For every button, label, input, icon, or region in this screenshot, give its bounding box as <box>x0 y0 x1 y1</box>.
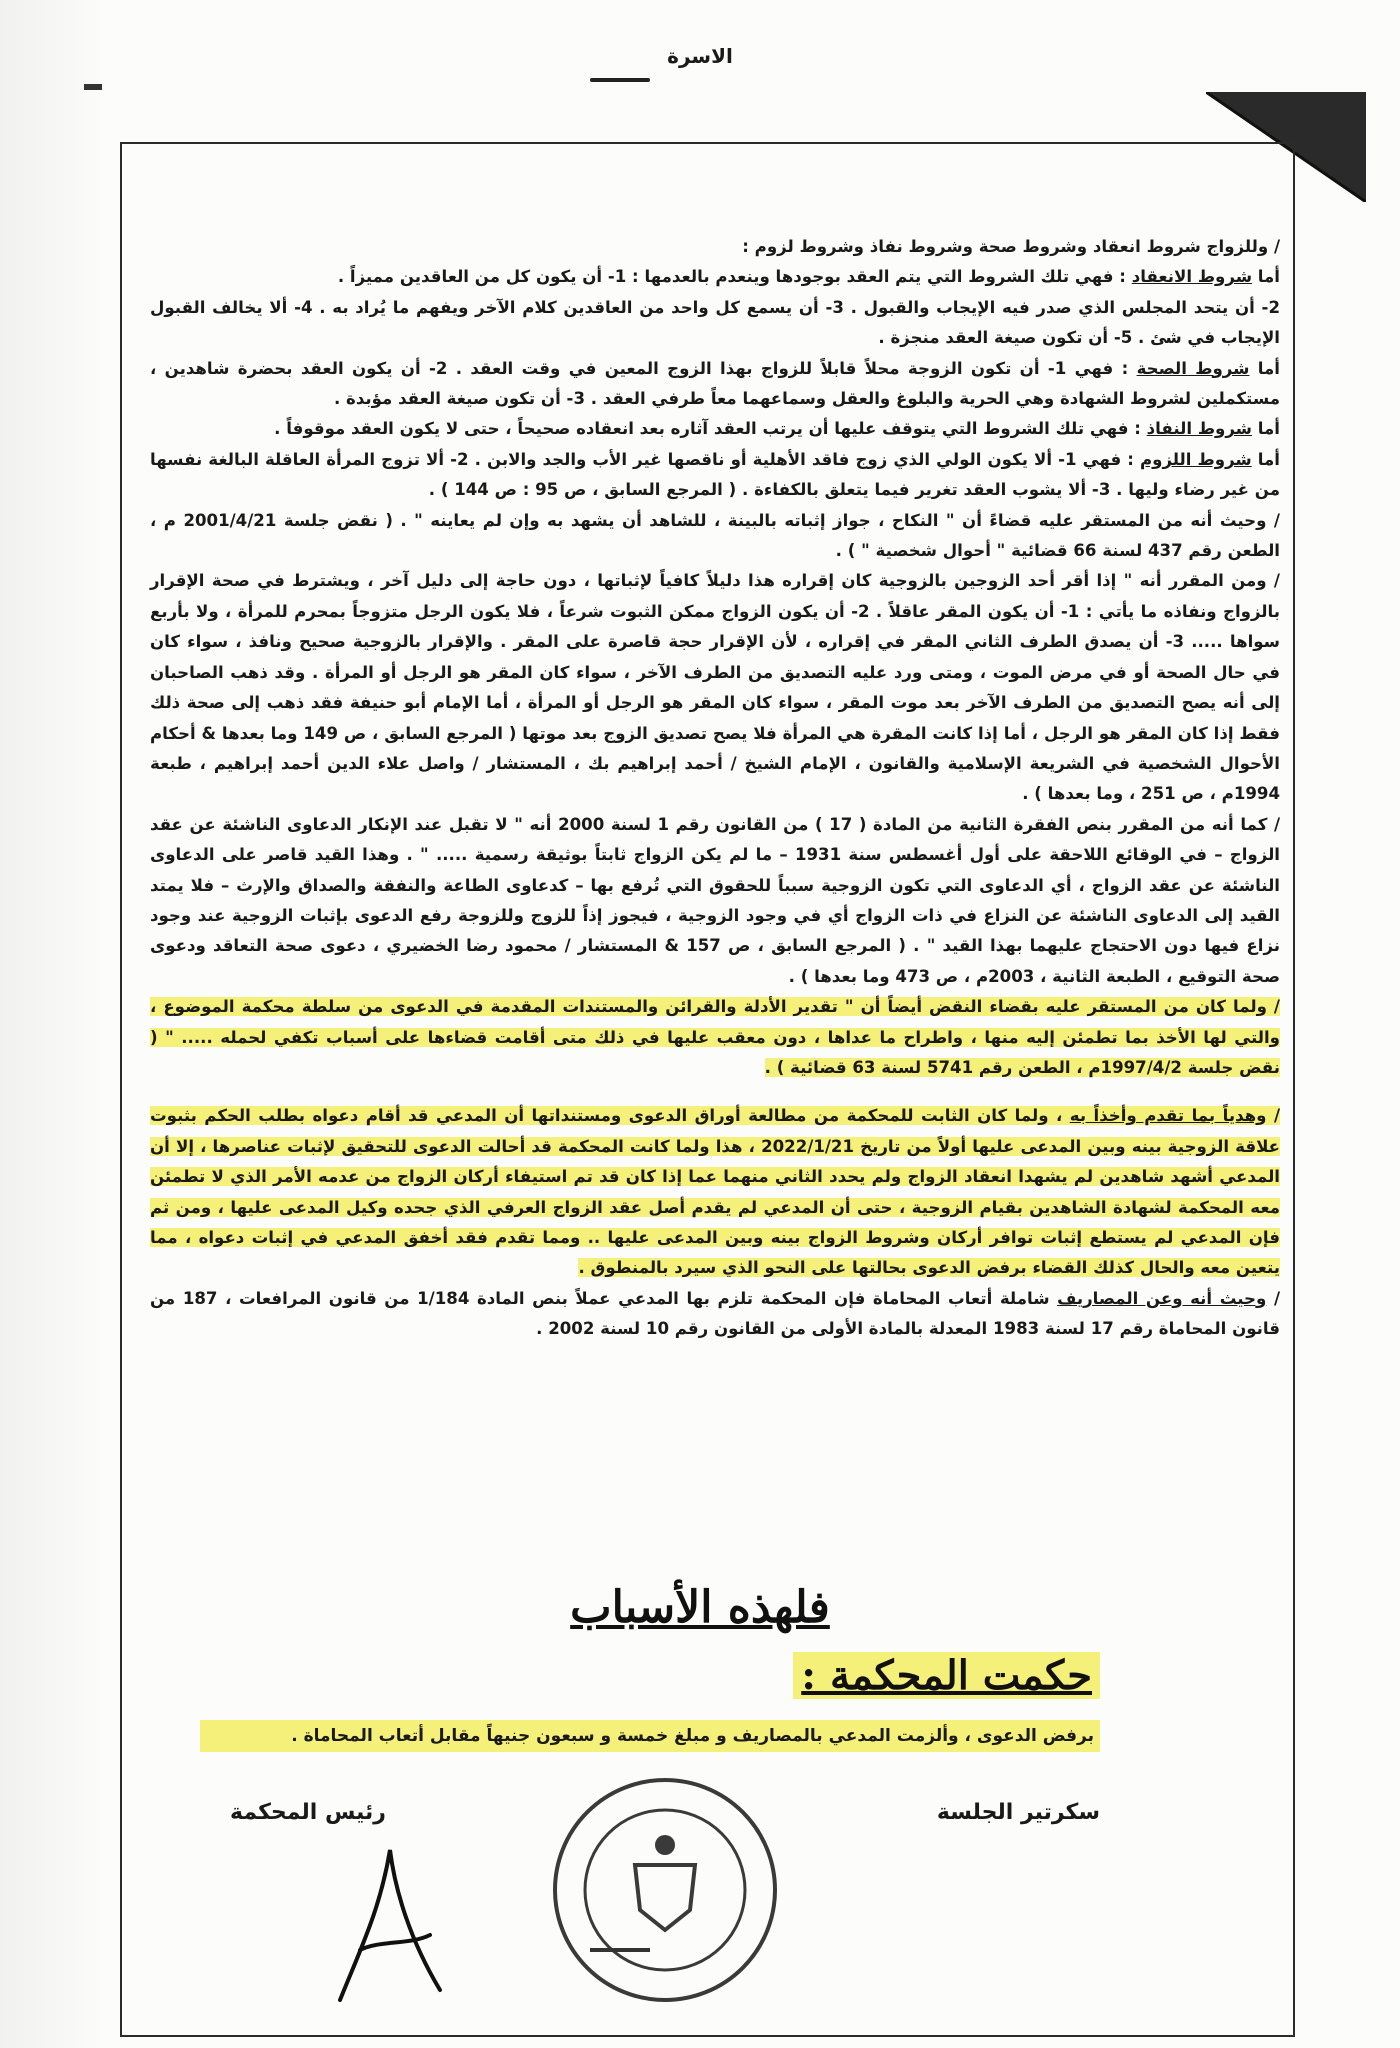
paragraph-findings: / وهدياً بما تقدم وأخذاً به ، ولما كان الثابت للمحكمة من مطالعة أوراق الدعوى ومستنداتها أن المدعي قد أقام دعواه بطلب الحكم بثبوت علاقة الزوجية بينه وبين المدعى عليها أولاً من تاريخ 2022/1/21 ، هذا ولما كانت المحكمة قد أحالت الدعوى للتحقيق لإثبات عناصرها ، إلا أن المدعي أشهد شاهدين لم يشهدا انعقاد الزواج ولم يحدد الثاني منهما عما إذا كان قد تم استيفاء أركان الزواج من عدمه الأمر الذي لا تطمئن معه المحكمة لشهادة الشاهدين بقيام الزوجية ، حتى أن المدعي لم يقدم أصل عقد الزواج العرفي الذي جحده وكيل المدعى عليها ، ومن ثم فإن المدعي لم يستطع إثبات توافر أركان وشروط الزواج بينه وبين المدعى عليها .. ومما تقدم فقد أخفق المدعي في إثبات دعواه ، مما يتعين معه والحال كذلك القضاء برفض الدعوى بحالتها على النحو الذي سيرد بالمنطوق . <box>150 1106 1281 1278</box>
paragraph-acknowledgement: / ومن المقرر أنه " إذا أقر أحد الزوجين بالزوجية كان إقراره هذا دليلاً كافياً لإثباتها ، دون حاجة إلى دليل آخر ، ويشترط في صحة الإقرار بالزواج ونفاذه ما يأتي : 1- أن يكون المقر عاقلاً . 2- أن يكون الزواج ممكن الثبوت شرعاً ، فلا يكون الرجل متزوجاً بمحرم للمرأة ، ولا بأربع سواها ..... 3- أن يصدق الطرف الثاني المقر في إقراره ، لأن الإقرار حجة قاصرة على المقر . والإقرار بالزوجية صحيح ونافذ ، سواء كان في حال الصحة أو في مرض الموت ، ومتى ورد عليه التصديق من الطرف الآخر ، سواء كان المقر هو الرجل أو المرأة . وقد ذهب الصاحبان إلى أنه يصح التصديق من الطرف الآخر بعد موت المقر ، سواء كان المقر هو الرجل أو المرأة ، أما الإمام أبو حنيفة فقد ذهب إلى صحة ذلك فقط إذا كان المقر هو الرجل ، أما إذا كانت المقرة هي المرأة فلا يصح تصديق الزوج بعد موتها ( المرجع السابق ، ص 149 وما بعدها & أحكام الأحوال الشخصية في الشريعة الإسلامية والقانون ، الإمام الشيخ / أحمد إبراهيم بك ، المستشار / واصل علاء الدين أحمد إبراهيم ، طبعة 1994م ، ص 251 ، وما بعدها ) . <box>150 571 1280 804</box>
paragraph-cassation <box>150 992 1280 1083</box>
paragraph-law-article: / كما أنه من المقرر بنص الفقرة الثانية من المادة ( 17 ) من القانون رقم 1 لسنة 2000 أنه " لا تقبل عند الإنكار الدعاوى الناشئة عن عقد الزواج – في الوقائع اللاحقة على أول أغسطس سنة 1931 – ما لم يكن الزواج ثابتاً بوثيقة رسمية ..... " . وهذا القيد قاصر على الدعاوى الناشئة عن عقد الزواج ، أي الدعاوى التي تكون الزوجية سبباً للحقوق التي تُرفع بها – كدعاوى الطاعة والنفقة والصداق والإرث – فلا يمتد القيد إلى الدعاوى الناشئة عن النزاع في ذات الزواج أي في وجود الزوجية ، فيجوز إذاً للزوج وللزوجة رفع الدعوى بإثبات الزوجية عند وجود نزاع فيها دون الاحتجاج عليهما بهذا القيد " . ( المرجع السابق ، ص 157 & المستشار / محمود رضا الخضيري ، دعوى صحة التعاقد ودعوى صحة التوقيع ، الطبعة الثانية ، 2003م ، ص 473 وما بعدها ) . <box>150 814 1281 986</box>
handwritten-signature-icon <box>320 1830 460 2010</box>
term-validity: شروط الصحة <box>1136 358 1250 378</box>
president-signature-label: رئيس المحكمة <box>230 1800 386 1825</box>
secretary-signature-label: سكرتير الجلسة <box>936 1800 1100 1825</box>
paragraph-validity-conditions: أما شروط الصحة : فهي 1- أن تكون الزوجة محلاً قابلاً للزواج بهذا الزوج المعين في وقت العقد . 2- أن يكون العقد بحضرة شاهدين ، مستكملين لشروط الشهادة وهي الحرية والبلوغ والعقل وسماعهما معاً طرفي العقد . 3- أن تكون صيغة العقد مؤبدة . <box>150 358 1280 409</box>
paragraph-conclusion-list: 2- أن يتحد المجلس الذي صدر فيه الإيجاب والقبول . 3- أن يسمع كل واحد من العاقدين كلام الآخر ويفهم ما يُراد به . 4- ألا يخالف القبول الإيجاب في شئ . 5- أن تكون صيغة العقد منجزة . <box>150 297 1280 348</box>
paragraph-intro: / وللزواج شروط انعقاد وشروط صحة وشروط نفاذ وشروط لزوم : <box>742 237 1280 256</box>
verdict-text: برفض الدعوى ، وألزمت المدعي بالمصاريف و مبلغ خمسة و سبعون جنيهاً مقابل أتعاب المحاماة . <box>200 1720 1100 1752</box>
scan-margin <box>0 0 100 2048</box>
court-seal-icon <box>540 1770 790 2010</box>
paragraph-marriage-evidence: / وحيث أنه من المستقر عليه قضاءً أن " النكاح ، جواز إثباته بالبينة ، للشاهد أن يشهد به وإن لم يعاينه " . ( نقض جلسة 2001/4/21 م ، الطعن رقم 437 لسنة 66 قضائية " أحوال شخصية " ) . <box>150 510 1280 561</box>
paragraph-conclusion-conditions: أما شروط الانعقاد : فهي تلك الشروط التي يتم العقد بوجودها وينعدم بالعدمها : 1- أن يكون كل من العاقدين مميزاً . <box>337 267 1280 287</box>
term-findings: وهدياً بما تقدم وأخذاً به <box>1069 1106 1267 1126</box>
paragraph-binding-conditions: أما شروط اللزوم : فهي 1- ألا يكون الولي الذي زوج فاقد الأهلية أو ناقصها غير الأب والجد والابن . 2- ألا تزوج المرأة العاقلة البالغة نفسها من غير رضاء وليها . 3- ألا يشوب العقد تغرير فيما يتعلق بالكفاءة . ( المرجع السابق ، ص 95 : ص 144 ) . <box>150 449 1280 500</box>
term-expenses: وحيث أنه وعن المصاريف <box>1057 1288 1267 1308</box>
highlighted-text: / ولما كان من المستقر عليه بقضاء النقض أيضاً أن " تقدير الأدلة والقرائن والمستندات المقدمة في الدعوى من سلطة محكمة الموضوع ، والتي لها الأخذ بما تطمئن إليه منها ، واطراح ما عداها ، دون معقب عليها في ذلك متى أقامت قضاءها على أسباب تكفي لحمله ..... " ( نقض جلسة 1997/4/2م ، الطعن رقم 5741 لسنة 63 قضائية ) . <box>150 997 1280 1077</box>
stamp-underline <box>590 1948 650 1952</box>
paragraph-spacer <box>150 1083 1280 1101</box>
court-ruling-heading: حكمت المحكمة : <box>793 1652 1100 1699</box>
highlighted-text: ، ولما كان الثابت للمحكمة من مطالعة أوراق الدعوى ومستنداتها أن المدعي قد أقام دعواه بطلب الحكم بثبوت علاقة الزوجية بينه وبين المدعى عليها أولاً من تاريخ 2022/1/21 ، هذا ولما كانت المحكمة قد أحالت الدعوى للتحقيق لإثبات عناصرها ، إلا أن المدعي أشهد شاهدين لم يشهدا انعقاد الزواج ولم يحدد الثاني منهما عما إذا كان قد تم استيفاء أركان الزواج من عدمه الأمر الذي لا تطمئن معه المحكمة لشهادة الشاهدين بقيام الزوجية ، حتى أن المدعي لم يقدم أصل عقد الزواج العرفي الذي جحده وكيل المدعى عليها ، ومن ثم فإن المدعي لم يستطع إثبات توافر أركان وشروط الزواج بينه وبين المدعى عليها .. ومما تقدم فقد أخفق المدعي في إثبات دعواه ، مما يتعين معه والحال كذلك القضاء برفض الدعوى بحالتها على النحو الذي سيرد بالمنطوق . <box>150 1106 1281 1278</box>
term-enforcement: شروط النفاذ <box>1146 419 1253 439</box>
paragraph-expenses: / وحيث أنه وعن المصاريف شاملة أتعاب المحاماة فإن المحكمة تلزم بها المدعي عملاً بنص المادة 1/184 من قانون المرافعات ، 187 من قانون المحاماة رقم 17 لسنة 1983 المعدلة بالمادة الأولى من القانون رقم 10 لسنة 2002 . <box>150 1288 1280 1339</box>
header-underline <box>590 78 650 82</box>
paragraph-enforcement-conditions: أما شروط النفاذ : فهي تلك الشروط التي يتوقف عليها أن يرتب العقد آثاره بعد انعقاده صحيحاً ، حتى لا يكون العقد موقوفاً . <box>274 419 1280 439</box>
judgment-body <box>150 232 1280 1345</box>
term-conclusion: شروط الانعقاد <box>1131 267 1253 287</box>
reasons-heading: فلهذه الأسباب <box>570 1582 830 1633</box>
page-header-title: الاسرة <box>667 44 733 68</box>
page-corner-mark <box>84 84 102 90</box>
term-binding: شروط اللزوم <box>1139 449 1252 469</box>
